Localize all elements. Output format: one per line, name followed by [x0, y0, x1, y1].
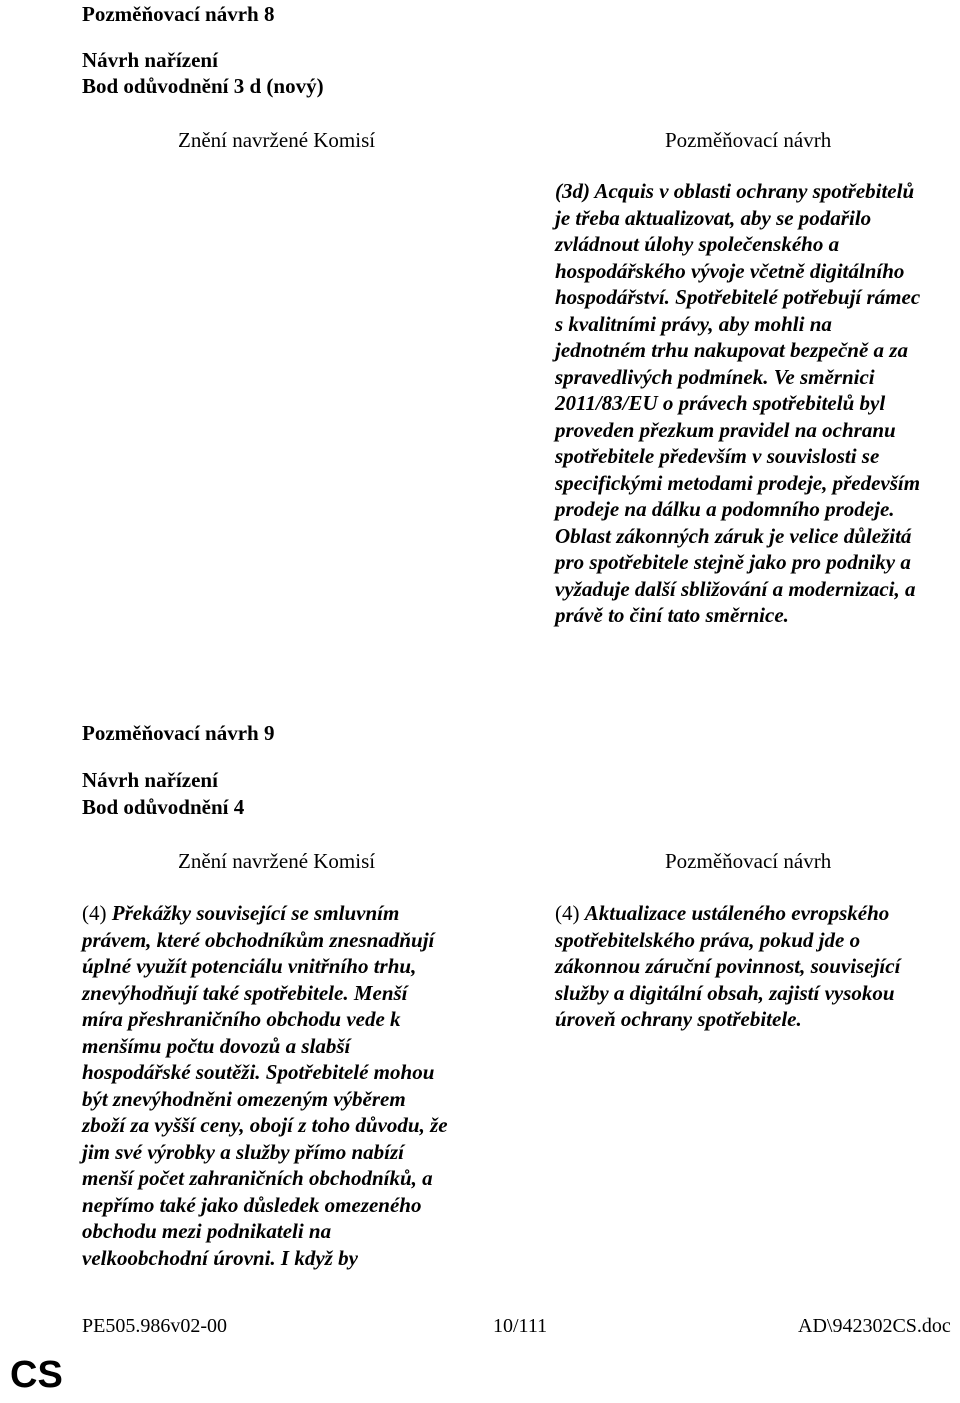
text-line: právě to činí tato směrnice. — [555, 603, 789, 627]
text-line: vyžaduje další sbližování a modernizaci, a — [555, 576, 916, 601]
amendment-8-amendment-header: Pozměňovací návrh — [665, 128, 832, 152]
text-line: zákonnou záruční povinnost, související — [555, 954, 901, 978]
text-line: pro spotřebitele stejně jako pro podniky a — [555, 550, 911, 574]
text-line: zvládnout úlohy společenského a — [555, 232, 840, 256]
text-line: prodeje na dálku a podomního prodeje. — [555, 497, 895, 521]
text-line: zboží za vyšší ceny, obojí z toho důvodu, že — [82, 1113, 448, 1137]
amendment-9-title: Pozměňovací návrh 9 — [82, 721, 275, 745]
text-line: úroveň ochrany spotřebitele. — [555, 1007, 802, 1031]
amendment-9-subject: Návrh nařízení — [82, 768, 218, 792]
text-line: hospodářství. Spotřebitelé potřebují rámec — [555, 285, 921, 309]
amendment-8-commission-header: Znění navržené Komisí — [178, 128, 376, 152]
text-line: být znevýhodněni omezeným výběrem — [82, 1086, 406, 1111]
text-line: (4) Překážky související se smluvním — [82, 901, 400, 925]
footer-doc-ref: PE505.986v02-00 — [82, 1315, 227, 1337]
text-line: znevýhodňují také spotřebitele. Menší — [82, 980, 408, 1005]
amendment-9-recital: Bod odůvodnění 4 — [82, 795, 245, 819]
text-line: právem, které obchodníkům znesnadňují — [82, 927, 435, 952]
text-line: míra přeshraničního obchodu vede k — [82, 1007, 401, 1031]
text-line: (3d) Acquis v oblasti ochrany spotřebitelů — [555, 179, 915, 203]
text-line: úplné využít potenciálu vnitřního trhu, — [82, 954, 417, 978]
paragraph-number: (4) — [555, 901, 585, 925]
amendment-8-text — [555, 178, 960, 629]
footer-page-number: 10/111 — [493, 1315, 548, 1337]
text-line: spravedlivých podmínek. Ve směrnici — [555, 364, 875, 389]
text-line: spotřebitelského práva, pokud jde o — [555, 927, 861, 952]
commission-text-4 — [82, 900, 502, 1271]
text-line: je třeba aktualizovat, aby se podařilo — [555, 205, 872, 230]
language-code: CS — [10, 1354, 63, 1396]
text-line: proveden přezkum pravidel na ochranu — [555, 417, 896, 442]
text-line: nepřímo také jako důsledek omezeného — [82, 1192, 422, 1217]
paragraph-number: (4) — [82, 901, 112, 925]
text-line: jim své výrobky a služby přímo nabízí — [82, 1139, 404, 1164]
text-line: menší počet zahraničních obchodníků, a — [82, 1166, 433, 1190]
amendment-9-commission-header: Znění navržené Komisí — [178, 849, 376, 873]
text-line: menšímu počtu dovozů a slabší — [82, 1033, 351, 1058]
text-line: hospodářského vývoje včetně digitálního — [555, 258, 905, 283]
footer-file-name: AD\942302CS.doc — [798, 1315, 951, 1337]
text-line: (4) Aktualizace ustáleného evropského — [555, 901, 890, 925]
text-line: hospodářské soutěži. Spotřebitelé mohou — [82, 1060, 435, 1084]
text-line: 2011/83/EU o právech spotřebitelů byl — [555, 391, 886, 415]
amendment-9-amendment-header: Pozměňovací návrh — [665, 849, 832, 873]
amendment-8-recital: Bod odůvodnění 3 d (nový) — [82, 74, 324, 98]
text-line: jednotném trhu nakupovat bezpečně a za — [555, 338, 908, 362]
text-line: s kvalitními právy, aby mohli na — [555, 311, 832, 336]
text-line: velkoobchodní úrovni. I když by — [82, 1245, 358, 1270]
amendment-9-text — [555, 900, 955, 1033]
text-line: obchodu mezi podnikateli na — [82, 1219, 332, 1243]
amendment-8-subject: Návrh nařízení — [82, 48, 218, 72]
text-line: Oblast zákonných záruk je velice důležitá — [555, 523, 912, 548]
text-line: spotřebitele především v souvislosti se — [555, 444, 880, 468]
text-line: specifickými metodami prodeje, především — [555, 470, 921, 495]
amendment-8-title: Pozměňovací návrh 8 — [82, 2, 275, 26]
text-line: služby a digitální obsah, zajistí vysokou — [555, 980, 895, 1005]
